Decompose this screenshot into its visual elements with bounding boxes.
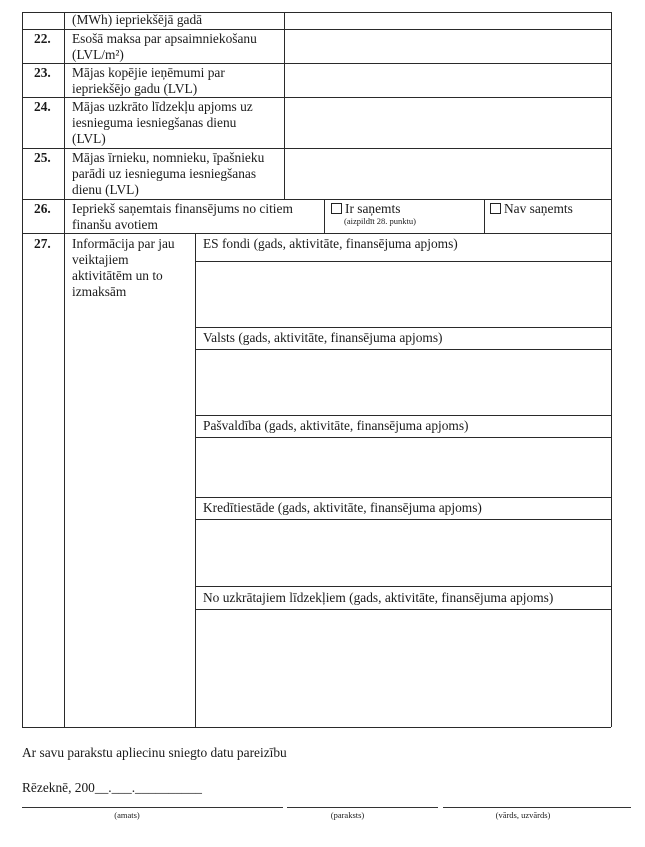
received-checkbox[interactable] bbox=[331, 203, 342, 214]
row25-number: 25. bbox=[34, 150, 51, 165]
row22-label-line: Esošā maksa par apsaimniekošanu bbox=[72, 31, 257, 46]
position-caption: (amats) bbox=[114, 810, 140, 820]
row26-number: 26. bbox=[34, 201, 51, 216]
row27-label-line: veiktajiem bbox=[72, 252, 129, 267]
section-municipality-heading: Pašvaldība (gads, aktivitāte, finansējuma apjoms) bbox=[203, 418, 469, 433]
row26-label-line: finanšu avotiem bbox=[72, 217, 158, 232]
certification-statement: Ar savu parakstu apliecinu sniegto datu pareizību bbox=[22, 745, 287, 760]
section-eu-funds-field[interactable] bbox=[196, 262, 610, 327]
section-eu-funds-heading: ES fondi (gads, aktivitāte, finansējuma apjoms) bbox=[203, 236, 458, 251]
not-received-checkbox-label: Nav saņemts bbox=[504, 201, 573, 216]
row25-label-line: dienu (LVL) bbox=[72, 182, 139, 197]
row24-number: 24. bbox=[34, 99, 51, 114]
section-state-field[interactable] bbox=[196, 350, 610, 415]
not-received-checkbox-option[interactable] bbox=[490, 201, 573, 217]
table-border-bottom bbox=[22, 727, 611, 728]
row22-number: 22. bbox=[34, 31, 51, 46]
row25-value-cell[interactable] bbox=[285, 149, 610, 199]
row27-label-line: aktivitātēm un to bbox=[72, 268, 163, 283]
section-credit-institution-field[interactable] bbox=[196, 520, 610, 586]
row24-label-line: Mājas uzkrāto līdzekļu apjoms uz bbox=[72, 99, 253, 114]
row26-label-line: Iepriekš saņemtais finansējums no citiem bbox=[72, 201, 293, 216]
signature-line[interactable] bbox=[287, 807, 438, 808]
row23-label-line: Mājas kopējie ieņēmumi par bbox=[72, 65, 225, 80]
row25-label-line: Mājas īrnieku, nomnieku, īpašnieku bbox=[72, 150, 265, 165]
row24-label-line: iesnieguma iesniegšanas dienu bbox=[72, 115, 237, 130]
not-received-checkbox[interactable] bbox=[490, 203, 501, 214]
table-border-left bbox=[22, 12, 23, 727]
row-separator bbox=[22, 233, 611, 234]
section-savings-heading: No uzkrātajiem līdzekļiem (gads, aktivitāte, finansējuma apjoms) bbox=[203, 590, 554, 605]
section-separator bbox=[195, 497, 611, 498]
section-municipality-field[interactable] bbox=[196, 438, 610, 497]
row21-label-line: (MWh) iepriekšējā gadā bbox=[72, 12, 203, 27]
row26-option-divider-b bbox=[484, 199, 485, 233]
signature-caption: (paraksts) bbox=[330, 810, 365, 820]
section-state-heading: Valsts (gads, aktivitāte, finansējuma apjoms) bbox=[203, 330, 443, 345]
row24-label-line: (LVL) bbox=[72, 131, 106, 146]
row22-label-line: (LVL/m²) bbox=[72, 47, 124, 62]
row27-number: 27. bbox=[34, 236, 51, 251]
received-checkbox-label: Ir saņemts bbox=[345, 201, 401, 216]
number-column-divider bbox=[64, 12, 65, 727]
section-separator bbox=[195, 586, 611, 587]
row26-option-divider-a bbox=[324, 199, 325, 233]
section-credit-institution-heading: Kredītiestāde (gads, aktivitāte, finansējuma apjoms) bbox=[203, 500, 482, 515]
row-separator bbox=[22, 199, 611, 200]
received-checkbox-option[interactable] bbox=[331, 201, 400, 217]
row25-label-line: parādi uz iesnieguma iesniegšanas bbox=[72, 166, 257, 181]
position-signature-line[interactable] bbox=[22, 807, 283, 808]
received-option-note: (aizpildīt 28. punktu) bbox=[344, 216, 417, 226]
row22-value-cell[interactable] bbox=[285, 30, 610, 63]
row27-label-line: izmaksām bbox=[72, 284, 127, 299]
section-separator bbox=[195, 415, 611, 416]
row27-label-line: Informācija par jau bbox=[72, 236, 175, 251]
row23-value-cell[interactable] bbox=[285, 64, 610, 97]
place-and-date-line: Rēzeknē, 200__.___.__________ bbox=[22, 780, 203, 795]
row23-label-line: iepriekšējo gadu (LVL) bbox=[72, 81, 198, 96]
section-savings-field[interactable] bbox=[196, 610, 610, 727]
row24-value-cell[interactable] bbox=[285, 98, 610, 148]
row23-number: 23. bbox=[34, 65, 51, 80]
table-border-right bbox=[611, 12, 612, 727]
full-name-line[interactable] bbox=[443, 807, 631, 808]
section-separator bbox=[195, 327, 611, 328]
full-name-caption: (vārds, uzvārds) bbox=[495, 810, 551, 820]
